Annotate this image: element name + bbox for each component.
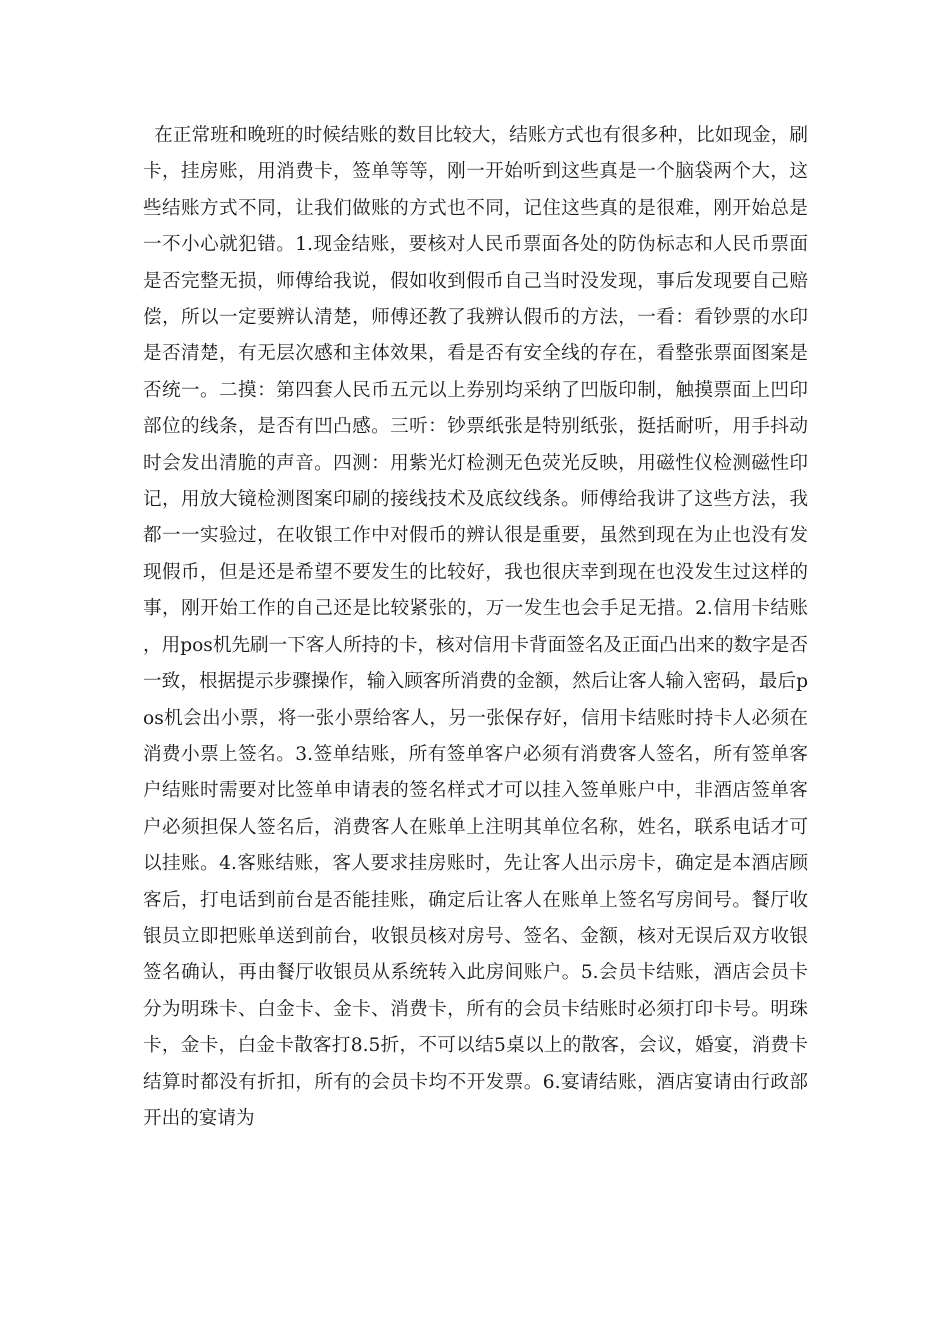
body-paragraph: 在正常班和晚班的时候结账的数目比较大，结账方式也有很多种，比如现金，刷卡，挂房账，用消费卡，签单等等，刚一开始听到这些真是一个脑袋两个大，这些结账方式不同，让我们做账的方式也不同，记住这些真的是很难，刚开始总是一不小心就犯错。1.现金结账，要核对人民币票面各处的防伪标志和人民币票面是否完整无损，师傅给我说，假如收到假币自己当时没发现，事后发现要自己赔偿，所以一定要辨认清楚，师傅还教了我辨认假币的方法，一看：看钞票的水印是否清楚，有无层次感和主体效果，看是否有安全线的存在，看整张票面图案是否统一。二摸：第四套人民币五元以上券别均采纳了凹版印制，触摸票面上凹印部位的线条，是否有凹凸感。三听：钞票纸张是特别纸张，挺括耐听，用手抖动时会发出清脆的声音。四测：用紫光灯检测无色荧光反映，用磁性仪检测磁性印记，用放大镜检测图案印刷的接线技术及底纹线条。师傅给我讲了这些方法，我都一一实验过，在收银工作中对假币的辨认很是重要，虽然到现在为止也没有发现假币，但是还是希望不要发生的比较好，我也很庆幸到现在也没发生过这样的事，刚开始工作的自己还是比较紧张的，万一发生也会手足无措。2.信用卡结账，用pos机先刷一下客人所持的卡，核对信用卡背面签名及正面凸出来的数字是否一致，根据提示步骤操作，输入顾客所消费的金额，然后让客人输入密码，最后pos机会出小票，将一张小票给客人，另一张保存好，信用卡结账时持卡人必须在消费小票上签名。3.签单结账，所有签单客户必须有消费客人签名，所有签单客户结账时需要对比签单申请表的签名样式才可以挂入签单账户中，非酒店签单客户必须担保人签名后，消费客人在账单上注明其单位名称，姓名，联系电话才可以挂账。4.客账结账，客人要求挂房账时，先让客人出示房卡，确定是本酒店顾客后，打电话到前台是否能挂账，确定后让客人在账单上签名写房间号。餐厅收银员立即把账单送到前台，收银员核对房号、签名、金额，核对无误后双方收银签名确认，再由餐厅收银员从系统转入此房间账户。5.会员卡结账，酒店会员卡分为明珠卡、白金卡、金卡、消费卡，所有的会员卡结账时必须打印卡号。明珠卡，金卡，白金卡散客打8.5折，不可以结5桌以上的散客，会议，婚宴，消费卡结算时都没有折扣，所有的会员卡均不开发票。6.宴请结账，酒店宴请由行政部开出的宴请为 xyxy=(143,125,808,1129)
